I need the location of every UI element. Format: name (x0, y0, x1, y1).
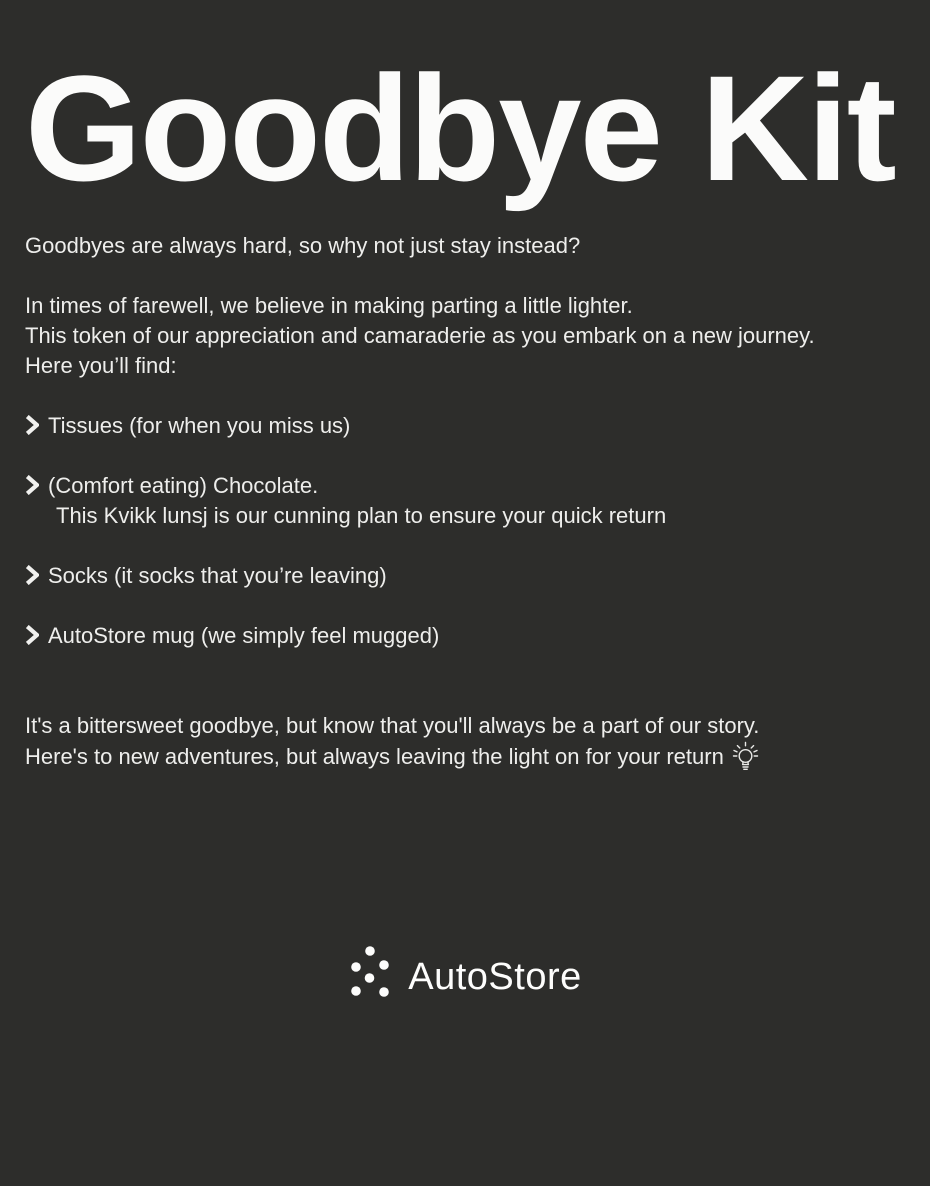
chevron-right-icon (25, 625, 39, 645)
list-item-mug (25, 621, 930, 651)
list-item-line: AutoStore mug (we simply feel mugged) (48, 623, 440, 648)
list-item-socks (25, 561, 930, 591)
list-item-chocolate (25, 471, 930, 531)
intro-paragraph (25, 231, 930, 261)
page-title: Goodbye Kit (25, 44, 895, 212)
body-paragraph (25, 291, 930, 381)
list-item-line: Tissues (for when you miss us) (48, 413, 351, 438)
autostore-dots-logo-icon (348, 941, 394, 999)
brand-name: AutoStore (408, 956, 582, 998)
body-line-2: This token of our appreciation and camaraderie as you embark on a new journey. (25, 323, 815, 348)
list-item-text (48, 561, 387, 591)
list-item-text (48, 621, 439, 651)
list-item-line-2: This Kvikk lunsj is our cunning plan to ensure your quick return (56, 503, 667, 528)
lightbulb-icon (732, 741, 759, 775)
list-item-line: (Comfort eating) Chocolate. (48, 473, 319, 498)
list-item-line: Socks (it socks that you’re leaving) (48, 563, 387, 588)
chevron-right-icon (25, 565, 39, 585)
chevron-right-icon (25, 475, 39, 495)
body-line-3: Here you’ll find: (25, 353, 177, 378)
list-item-text (48, 471, 666, 531)
outro-line-1: It's a bittersweet goodbye, but know that you'll always be a part of our story. (25, 713, 760, 738)
list-item-text (48, 411, 350, 441)
outro-line-2: Here's to new adventures, but always leaving the light on for your return (25, 743, 724, 769)
body-line-1: In times of farewell, we believe in making parting a little lighter. (25, 293, 633, 318)
outro-paragraph (25, 711, 930, 775)
intro-line: Goodbyes are always hard, so why not just stay instead? (25, 233, 581, 258)
chevron-right-icon (25, 415, 39, 435)
footer-brand-lockup (0, 941, 930, 999)
list-item-tissues (25, 411, 930, 441)
